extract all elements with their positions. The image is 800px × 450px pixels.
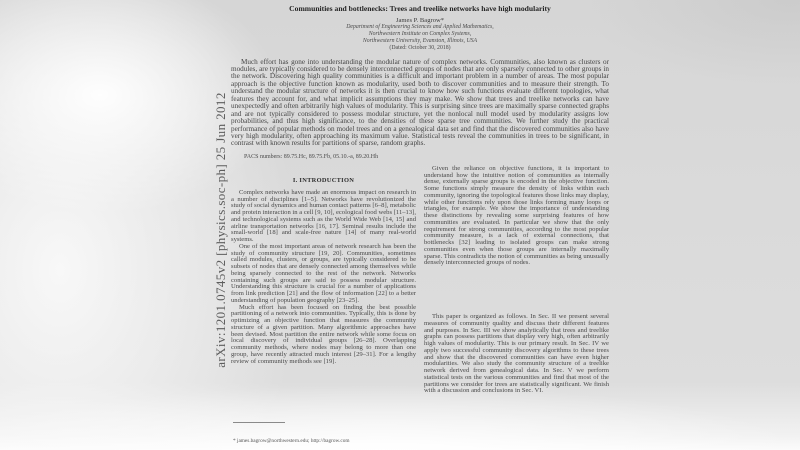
paper-content	[231, 0, 609, 450]
right-column	[424, 166, 609, 395]
abstract-text: Much effort has gone into understanding the modular nature of complex networks. Communities, also known as clusters or modules, are typically considered to be densely interconnected groups of nodes that are only sparsely connected to other groups in the network. Discovering high quality communities is a difficult and important problem in a number of areas. The most popular approach is the objective function known as modularity, used both to discover communities and to measure their strength. To understand the modular structure of networks it is then crucial to know how such functions evaluate different topologies, what features they account for, and what implicit assumptions they may make. We show that trees and treelike networks can have unexpectedly and often arbitrarily high values of modularity. This is surprising since trees are maximally sparse connected graphs and are not typically considered to possess modular structure, yet the nonlocal null model used by modularity assigns low probabilities, and thus high significance, to the densities of these sparse tree communities. We further study the practical performance of popular methods on model trees and on a genealogical data set and find that the discovered communities also have very high modularity, often approaching its maximum value. Statistical tests reveal the communities in trees to be significant, in contrast with known results for partitions of sparse, random graphs.	[231, 57, 609, 148]
date-line: (Dated: October 30, 2018)	[389, 45, 451, 51]
left-column	[231, 166, 416, 395]
affiliation-line-1: Department of Engineering Sciences and Applied Mathematics,	[346, 24, 494, 30]
right-column-paragraph-1: Given the reliance on objective functions, it is important to understand how the intuitive notion of communities as internally dense, externally sparse groups is encoded in the objective function. Some functions simply measure the density of links within each community, ignoring the topological features those links may display, while other functions rely upon those links forming many loops or triangles, for example. We show the importance of understanding these distinctions by revealing some surprising features of how communities are evaluated. In particular we show that the only requirement for strong communities, according to the most popular community measure, is a lack of external connections, that bottlenecks [32] leading to isolated groups can make strong communities even when those groups are internally maximally sparse. This contradicts the notion of communities as being unusually densely interconnected groups of nodes.	[424, 164, 609, 267]
affiliation-line-2: Northwestern Institute on Complex Systems,	[368, 31, 472, 37]
paper-title: Communities and bottlenecks: Trees and treelike networks have high modularity	[289, 4, 551, 13]
arxiv-id-label: arXiv:1201.0745v2 [physics.soc-ph] 25 Jun 2012	[213, 92, 228, 368]
two-column-body	[231, 166, 609, 395]
section-heading-introduction: I. INTRODUCTION	[292, 176, 355, 184]
right-column-paragraph-2: This paper is organized as follows. In Sec. II we present several measures of community quality and discuss their different features and purposes. In Sec. III we show analytically that trees and treelike graphs can possess partitions that display very high, often arbitrarily high values of modularity. This is our primary result. In Sec. IV we apply two successful community discovery algorithms to these trees and show that the discovered communities can have even higher modularities. We also study the community structure of a treelike network derived from genealogical data. In Sec. V we perform statistical tests on the various communities and find that most of the partitions we consider for trees are statistically significant. We finish with a discussion and conclusions in Sec. VI.	[424, 313, 609, 395]
pacs-line: PACS numbers: 89.75.Hc, 89.75.Fb, 05.10.-a, 89.20.Hh	[244, 153, 379, 160]
left-column-paragraph-1: Complex networks have made an enormous impact on research in a number of disciplines [1–5]. Networks have revolutionized the study of social dynamics and human contact patterns [6–8], metabolic and protein interaction in a cell [9, 10], ecological food webs [11–13], and technological systems such as the World Wide Web [14, 15] and airline transportation networks [16, 17]. Seminal results include the small-world [18] and scale-free nature [14] of many real-world systems.	[231, 188, 416, 244]
footnote-rule	[233, 422, 285, 423]
footnote	[233, 422, 417, 447]
footnote-contact-link[interactable]: * james.bagrow@northwestern.edu; http://bagrow.com	[233, 438, 350, 444]
left-column-paragraph-3: Much effort has been focused on finding the best possible partitioning of a network into communities. Typically, this is done by optimizing an objective function that measures the community structure of a given partition. Many algorithmic approaches have been devised. Most partition the entire network while some focus on local discovery of individual groups [26–28]. Overlapping community methods, where nodes may belong to more than one group, have recently attracted much interest [29–31]. For a lengthy review of community methods see [19].	[231, 303, 416, 365]
left-column-paragraph-2: One of the most important areas of network research has been the study of community structure [19, 20]. Communities, sometimes called modules, clusters, or groups, are typically considered to be subsets of nodes that are densely connected among themselves while being sparsely connected to the rest of the network. Networks containing such groups are said to possess modular structure. Understanding this structure is crucial for a number of applications from link prediction [21] and the flow of information [22] to a better understanding of population geography [23–25].	[231, 242, 416, 304]
author-name: James P. Bagrow*	[395, 17, 445, 24]
affiliation-line-3: Northwestern University, Evanston, Illinois, USA	[362, 38, 478, 44]
